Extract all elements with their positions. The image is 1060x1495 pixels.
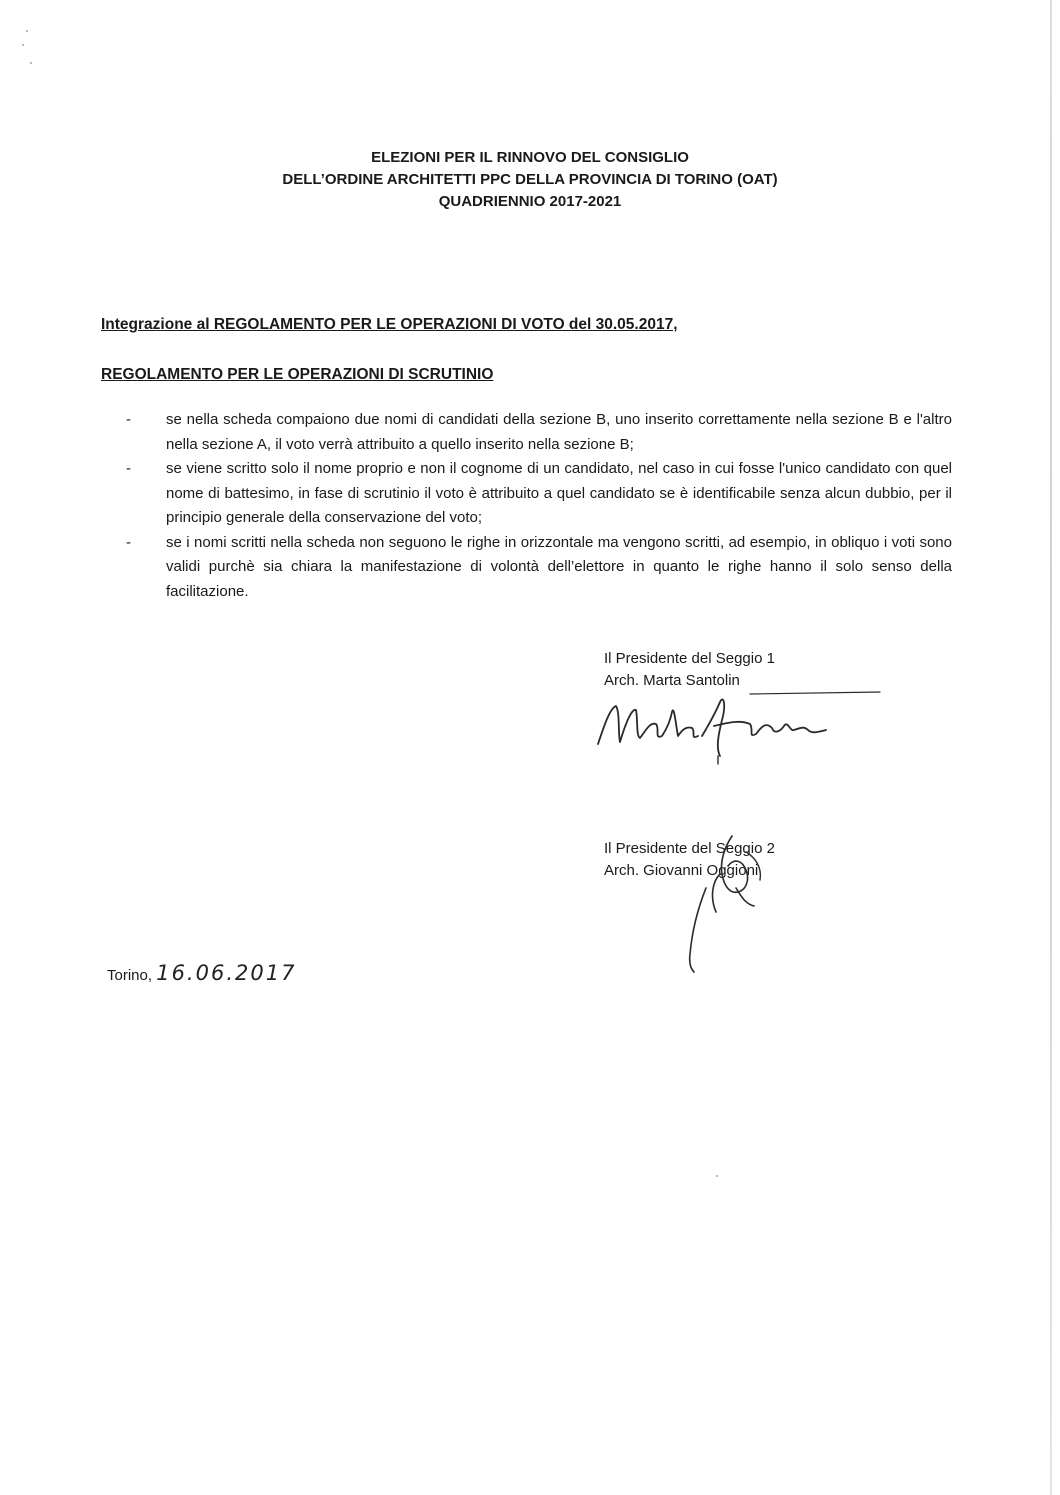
header-line-3: QUADRIENNIO 2017-2021 [438, 193, 622, 210]
signature-1-image [590, 686, 890, 766]
signatory-2-role: Il Presidente del Seggio 2 [604, 840, 775, 857]
place-date-line [107, 961, 296, 985]
rule-text: se i nomi scritti nella scheda non seguono le righe in orizzontale ma vengono scritti, ad esempio, in obliquo i voti sono validi purchè sia chiara la manifestazione di volontà dell’elettore in quanto le righe hanno il solo senso della facilitazione. [166, 533, 952, 600]
document-header [0, 147, 1060, 213]
rule-marker: - [126, 460, 131, 477]
handwritten-date: 16.06.2017 [156, 961, 297, 985]
signatory-2-name: Arch. Giovanni Oggioni [604, 862, 759, 879]
rule-text: se viene scritto solo il nome proprio e non il cognome di un candidato, nel caso in cui fosse l'unico candidato con quel nome di battesimo, in fase di scrutinio il voto è attribuito a quel candidato se è identificabile senza alcun dubbio, per il principio generale della conservazione del voto; [166, 460, 952, 526]
rule-marker: - [126, 533, 131, 551]
scan-speck [30, 62, 32, 64]
rule-item [126, 531, 952, 605]
integration-title: Integrazione al REGOLAMENTO PER LE OPERAZIONI DI VOTO del 30.05.2017, [101, 316, 678, 333]
signature-2-image [650, 828, 820, 978]
place-label: Torino, [107, 967, 153, 984]
signatory-1-name: Arch. Marta Santolin [604, 672, 740, 689]
scan-speck [22, 44, 24, 46]
signatory-1-role: Il Presidente del Seggio 1 [604, 650, 775, 667]
scan-speck [26, 30, 28, 32]
rule-item [126, 408, 952, 457]
scan-speck [716, 1175, 718, 1177]
scan-edge-shadow [1050, 0, 1052, 1495]
rule-item [126, 457, 952, 531]
rule-marker: - [126, 411, 131, 428]
rules-list [126, 408, 952, 604]
rule-text: se nella scheda compaiono due nomi di candidati della sezione B, uno inserito correttamente nella sezione B e l'altro nella sezione A, il voto verrà attribuito a quello inserito nella sezione B; [166, 411, 952, 453]
header-line-2: DELL’ORDINE ARCHITETTI PPC DELLA PROVINCIA DI TORINO (OAT) [282, 171, 778, 188]
scrutiny-title: REGOLAMENTO PER LE OPERAZIONI DI SCRUTINIO [101, 366, 494, 383]
header-line-1: ELEZIONI PER IL RINNOVO DEL CONSIGLIO [371, 149, 689, 166]
